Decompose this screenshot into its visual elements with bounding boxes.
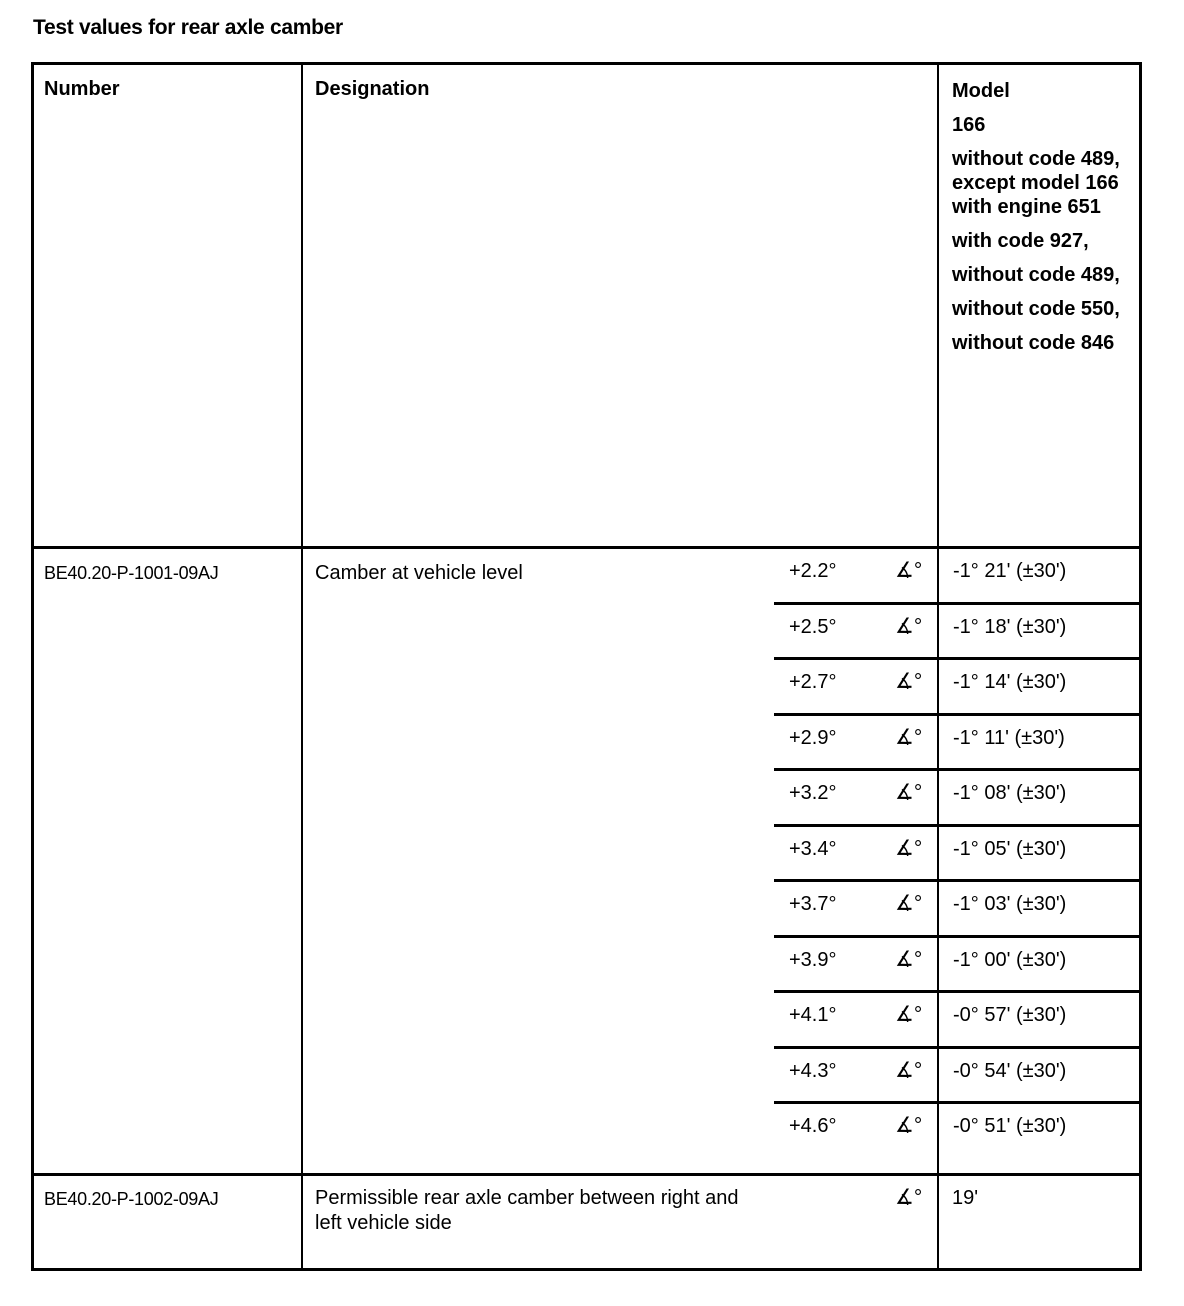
- row-separator: [774, 824, 940, 827]
- vehicle-level-value: +3.4°: [789, 837, 837, 860]
- vehicle-level-value: +3.2°: [789, 782, 837, 804]
- row-separator: [774, 990, 940, 993]
- camber-value-row: [774, 938, 1142, 993]
- camber-angle-icon: ∡°: [895, 1114, 923, 1137]
- row-separator: [774, 768, 940, 771]
- row-separator: [34, 1173, 1139, 1176]
- camber-angle-icon: ∡°: [895, 836, 923, 860]
- row-separator: [940, 713, 1142, 716]
- row-number: BE40.20-P-1002-09AJ: [44, 1189, 219, 1209]
- vehicle-level-value: +4.3°: [789, 1059, 837, 1082]
- row-separator: [940, 935, 1142, 938]
- header-model: [952, 79, 1132, 365]
- row-separator: [940, 879, 1142, 882]
- camber-angle-icon: ∡°: [895, 781, 923, 804]
- camber-test-values-table: [31, 62, 1142, 1271]
- model-label: Model: [952, 80, 1010, 102]
- camber-value-row: [774, 660, 1142, 715]
- vehicle-level-value: +2.9°: [789, 726, 837, 749]
- vehicle-level-value: +2.7°: [789, 671, 837, 693]
- camber-spec-value: -0° 51' (±30'): [953, 1115, 1067, 1137]
- model-number: 166: [952, 114, 986, 136]
- camber-angle-icon: ∡°: [895, 1186, 923, 1209]
- row-separator: [940, 602, 1142, 605]
- camber-spec-value: -1° 21' (±30'): [953, 560, 1067, 582]
- camber-spec-value: -1° 11' (±30'): [953, 726, 1065, 749]
- row-separator: [774, 1101, 940, 1104]
- vehicle-level-value: +2.2°: [789, 560, 837, 582]
- header-designation: Designation: [315, 78, 430, 100]
- camber-angle-icon: ∡°: [895, 559, 923, 582]
- vehicle-level-value: +3.9°: [789, 948, 837, 971]
- camber-value-row: [774, 1104, 1142, 1159]
- vehicle-level-value: +2.5°: [789, 615, 837, 638]
- camber-angle-icon: ∡°: [895, 1058, 923, 1082]
- row-designation: Camber at vehicle level: [315, 562, 523, 584]
- vehicle-level-value: +4.1°: [789, 1004, 837, 1026]
- camber-spec-value: -1° 05' (±30'): [953, 837, 1067, 860]
- camber-spec-value: -1° 14' (±30'): [953, 671, 1067, 693]
- model-condition: without code 846: [952, 332, 1115, 354]
- camber-angle-icon: ∡°: [895, 892, 923, 915]
- camber-spec-value: -1° 08' (±30'): [953, 782, 1067, 804]
- camber-spec-value: -1° 18' (±30'): [953, 615, 1067, 638]
- row-separator: [940, 768, 1142, 771]
- camber-angle-icon: ∡°: [895, 670, 923, 693]
- row-separator: [940, 824, 1142, 827]
- row-separator: [774, 657, 940, 660]
- row-separator: [940, 1101, 1142, 1104]
- camber-value-row: [774, 716, 1142, 771]
- model-condition: with code 927,: [952, 230, 1089, 252]
- camber-value-row: [774, 549, 1142, 604]
- camber-value-row: [774, 882, 1142, 937]
- row-separator: [774, 713, 940, 716]
- model-condition: without code 550,: [952, 298, 1120, 320]
- camber-angle-icon: ∡°: [895, 1003, 923, 1026]
- row-separator: [774, 879, 940, 882]
- camber-angle-icon: ∡°: [895, 614, 923, 638]
- row-separator: [774, 1046, 940, 1049]
- model-condition: without code 489,: [952, 264, 1120, 286]
- camber-value-row: [774, 605, 1142, 660]
- camber-value-row: [774, 1049, 1142, 1104]
- row-separator: [774, 602, 940, 605]
- header-number: Number: [44, 78, 120, 100]
- row-separator: [940, 1046, 1142, 1049]
- vehicle-level-value: +3.7°: [789, 893, 837, 915]
- model-condition: without code 489, except model 166 with engine 651: [952, 148, 1120, 218]
- row-spec: 19': [952, 1187, 979, 1209]
- camber-spec-value: -1° 00' (±30'): [953, 948, 1067, 971]
- camber-spec-value: -0° 54' (±30'): [953, 1059, 1067, 1082]
- camber-spec-value: -0° 57' (±30'): [953, 1004, 1067, 1026]
- row-number: BE40.20-P-1001-09AJ: [44, 563, 219, 583]
- vehicle-level-value: +4.6°: [789, 1115, 837, 1137]
- camber-spec-value: -1° 03' (±30'): [953, 893, 1067, 915]
- row-separator: [774, 935, 940, 938]
- camber-angle-icon: ∡°: [895, 947, 923, 971]
- row-separator: [940, 990, 1142, 993]
- camber-value-row: [774, 771, 1142, 826]
- camber-value-row: [774, 993, 1142, 1048]
- camber-value-row: [774, 827, 1142, 882]
- row-separator: [940, 657, 1142, 660]
- column-divider: [301, 65, 303, 1268]
- camber-angle-icon: ∡°: [895, 725, 923, 749]
- row-designation: Permissible rear axle camber between right and left vehicle side: [315, 1187, 739, 1234]
- document-title: Test values for rear axle camber: [33, 16, 343, 39]
